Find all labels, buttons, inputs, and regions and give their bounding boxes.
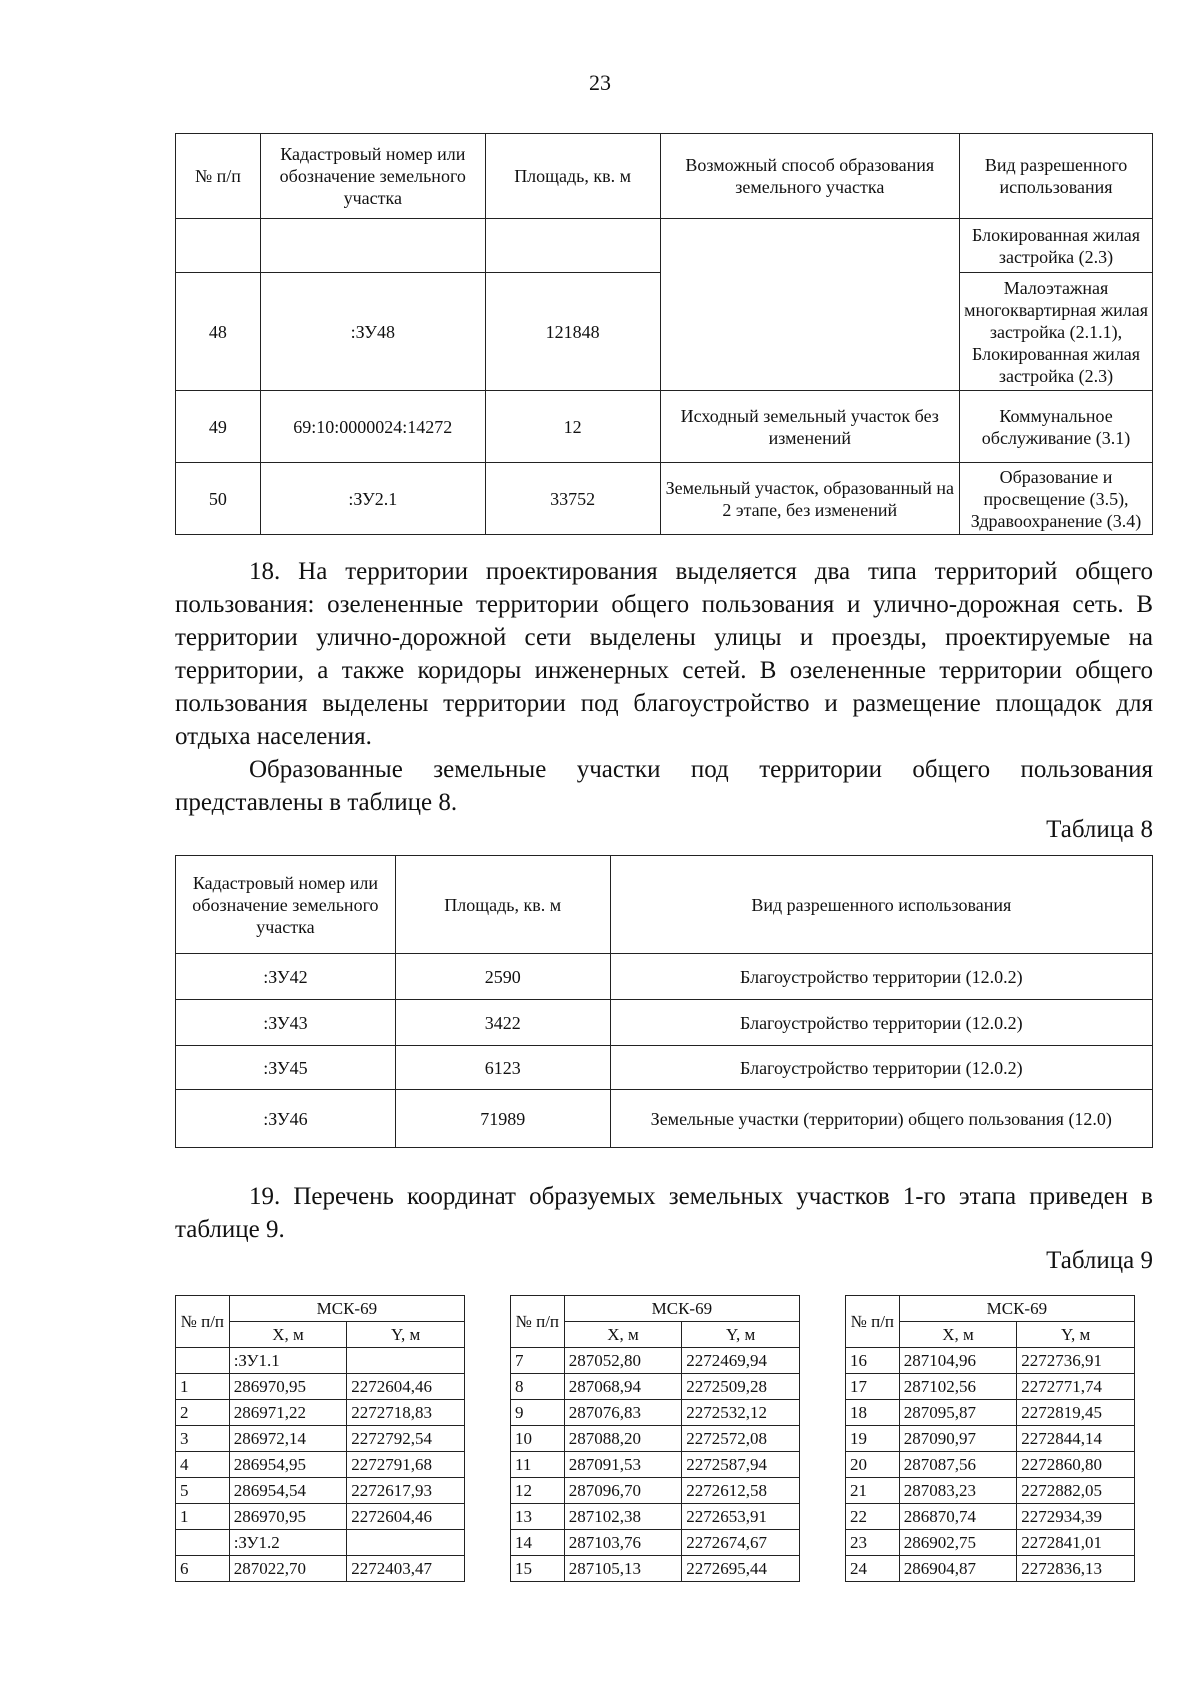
cell-x: 286972,14	[229, 1426, 347, 1452]
header-x: X, м	[564, 1322, 682, 1348]
cell-use: Малоэтажная многоквартирная жилая застройка (2.1.1), Блокированная жилая застройка (2.3)	[960, 273, 1153, 391]
cell-x: 286970,95	[229, 1374, 347, 1400]
cell-y: 2272403,47	[347, 1556, 465, 1582]
cell-x: :ЗУ1.2	[229, 1530, 347, 1556]
cell-x: 287083,23	[899, 1478, 1017, 1504]
table-header-row	[176, 856, 1153, 954]
cell-x: 287022,70	[229, 1556, 347, 1582]
cell-y: 2272934,39	[1017, 1504, 1135, 1530]
cell-point-number	[176, 1530, 230, 1556]
header-num: № п/п	[176, 1296, 230, 1348]
coord-row	[846, 1556, 1135, 1582]
cell-x: 286971,22	[229, 1400, 347, 1426]
cell-y: 2272509,28	[682, 1374, 800, 1400]
cell-point-number: 17	[846, 1374, 900, 1400]
cell-point-number: 14	[511, 1530, 565, 1556]
cell-point-number: 3	[176, 1426, 230, 1452]
coord-row	[511, 1504, 800, 1530]
coord-row	[176, 1556, 465, 1582]
cell-point-number: 22	[846, 1504, 900, 1530]
cell-cadastral: :ЗУ48	[260, 273, 485, 391]
table-header-row	[176, 134, 1153, 219]
cell-y: 2272841,01	[1017, 1530, 1135, 1556]
table-land-plots-continued	[175, 133, 1153, 535]
cell-point-number: 12	[511, 1478, 565, 1504]
cell-method-merged	[660, 219, 960, 391]
cell-y: 2272617,93	[347, 1478, 465, 1504]
header-y: Y, м	[682, 1322, 800, 1348]
cell-cadastral: 69:10:0000024:14272	[260, 391, 485, 463]
cell-y: 2272604,46	[347, 1374, 465, 1400]
cell-point-number: 9	[511, 1400, 565, 1426]
cell-point-number: 21	[846, 1478, 900, 1504]
coord-row	[176, 1426, 465, 1452]
coord-row	[511, 1374, 800, 1400]
cell-x: 287095,87	[899, 1400, 1017, 1426]
page-number: 23	[589, 70, 611, 95]
cell-y: 2272791,68	[347, 1452, 465, 1478]
header-coordinate-system: МСК-69	[899, 1296, 1134, 1322]
cell-point-number: 23	[846, 1530, 900, 1556]
cell-num: 48	[176, 273, 261, 391]
cell-use: Образование и просвещение (3.5), Здравоохранение (3.4)	[960, 463, 1153, 535]
table-9-caption: Таблица 9	[1046, 1247, 1153, 1274]
cell-y	[347, 1530, 465, 1556]
cell-area	[485, 219, 660, 273]
cell-area: 12	[485, 391, 660, 463]
table-row	[176, 1090, 1153, 1148]
table-row	[176, 219, 1153, 273]
cell-x: 287105,13	[564, 1556, 682, 1582]
cell-point-number: 1	[176, 1374, 230, 1400]
header-num: № п/п	[176, 134, 261, 219]
cell-use: Блокированная жилая застройка (2.3)	[960, 219, 1153, 273]
coord-row	[176, 1504, 465, 1530]
cell-x: 287088,20	[564, 1426, 682, 1452]
cell-area: 3422	[395, 1000, 610, 1046]
coord-row	[176, 1478, 465, 1504]
cell-x: 286870,74	[899, 1504, 1017, 1530]
paragraph-19-text: 19. Перечень координат образуемых земельных участков 1-го этапа приведен в таблице 9.	[175, 1183, 1153, 1243]
header-x: X, м	[229, 1322, 347, 1348]
cell-y: 2272836,13	[1017, 1556, 1135, 1582]
cell-y: 2272771,74	[1017, 1374, 1135, 1400]
cell-x: 287068,94	[564, 1374, 682, 1400]
coord-header-row	[846, 1296, 1135, 1322]
header-x: X, м	[899, 1322, 1017, 1348]
cell-method: Исходный земельный участок без изменений	[660, 391, 960, 463]
cell-x: 286904,87	[899, 1556, 1017, 1582]
coord-row	[511, 1400, 800, 1426]
header-use: Вид разрешенного использования	[960, 134, 1153, 219]
cell-x: 287091,53	[564, 1452, 682, 1478]
coordinates-table-block-2	[510, 1295, 800, 1582]
header-method: Возможный способ образования земельного участка	[660, 134, 960, 219]
cell-use: Коммунальное обслуживание (3.1)	[960, 391, 1153, 463]
coord-header-row	[511, 1296, 800, 1322]
cell-method: Земельный участок, образованный на 2 этапе, без изменений	[660, 463, 960, 535]
cell-x: 286954,54	[229, 1478, 347, 1504]
coord-row	[511, 1530, 800, 1556]
cell-x: 287102,56	[899, 1374, 1017, 1400]
paragraph-18b-text: Образованные земельные участки под территории общего пользования представлены в таблице 8.	[175, 756, 1153, 816]
table-row	[176, 954, 1153, 1000]
cell-y: 2272695,44	[682, 1556, 800, 1582]
coord-row	[846, 1452, 1135, 1478]
cell-y: 2272612,58	[682, 1478, 800, 1504]
cell-x: 287104,96	[899, 1348, 1017, 1374]
cell-y: 2272819,45	[1017, 1400, 1135, 1426]
table-8-caption: Таблица 8	[1046, 816, 1153, 843]
coord-row	[176, 1530, 465, 1556]
cell-area: 121848	[485, 273, 660, 391]
cell-cadastral: :ЗУ43	[176, 1000, 396, 1046]
cell-x: 287090,97	[899, 1426, 1017, 1452]
coord-header-row	[176, 1296, 465, 1322]
cell-num: 50	[176, 463, 261, 535]
cell-point-number: 16	[846, 1348, 900, 1374]
cell-point-number: 18	[846, 1400, 900, 1426]
cell-y: 2272469,94	[682, 1348, 800, 1374]
cell-area: 2590	[395, 954, 610, 1000]
coordinates-table-block-1	[175, 1295, 465, 1582]
cell-x: 286970,95	[229, 1504, 347, 1530]
cell-point-number: 4	[176, 1452, 230, 1478]
header-use: Вид разрешенного использования	[610, 856, 1152, 954]
cell-use: Благоустройство территории (12.0.2)	[610, 1000, 1152, 1046]
cell-point-number: 8	[511, 1374, 565, 1400]
cell-point-number: 1	[176, 1504, 230, 1530]
cell-point-number: 15	[511, 1556, 565, 1582]
cell-x: 286954,95	[229, 1452, 347, 1478]
cell-point-number: 24	[846, 1556, 900, 1582]
table-row	[176, 1046, 1153, 1090]
table-row	[176, 391, 1153, 463]
coord-row	[176, 1400, 465, 1426]
cell-cadastral: :ЗУ45	[176, 1046, 396, 1090]
paragraph-18-text: 18. На территории проектирования выделяется два типа территорий общего пользования: озелененные территории общего пользования и улично-дорожная сеть. В территории улично-дорожной сети выделены улицы и проезды, проектируемые на территории, а также коридоры инженерных сетей. В озелененные территории общего пользования выделены территории под благоустройство и размещение площадок для отдыха населения.	[175, 558, 1153, 750]
cell-y: 2272587,94	[682, 1452, 800, 1478]
cell-y: 2272572,08	[682, 1426, 800, 1452]
cell-cadastral: :ЗУ2.1	[260, 463, 485, 535]
cell-point-number: 2	[176, 1400, 230, 1426]
cell-y: 2272860,80	[1017, 1452, 1135, 1478]
cell-area: 6123	[395, 1046, 610, 1090]
cell-use: Земельные участки (территории) общего пользования (12.0)	[610, 1090, 1152, 1148]
table-row	[176, 463, 1153, 535]
cell-x: :ЗУ1.1	[229, 1348, 347, 1374]
cell-x: 287087,56	[899, 1452, 1017, 1478]
cell-x: 286902,75	[899, 1530, 1017, 1556]
coord-row	[846, 1504, 1135, 1530]
cell-y: 2272718,83	[347, 1400, 465, 1426]
header-area: Площадь, кв. м	[395, 856, 610, 954]
header-num: № п/п	[511, 1296, 565, 1348]
cell-y: 2272844,14	[1017, 1426, 1135, 1452]
cell-cadastral: :ЗУ46	[176, 1090, 396, 1148]
cell-point-number: 11	[511, 1452, 565, 1478]
header-coordinate-system: МСК-69	[564, 1296, 799, 1322]
cell-y: 2272736,91	[1017, 1348, 1135, 1374]
coord-row	[511, 1426, 800, 1452]
cell-y: 2272882,05	[1017, 1478, 1135, 1504]
cell-point-number: 10	[511, 1426, 565, 1452]
cell-use: Благоустройство территории (12.0.2)	[610, 1046, 1152, 1090]
coord-row	[846, 1374, 1135, 1400]
table-8	[175, 855, 1153, 1148]
cell-use: Благоустройство территории (12.0.2)	[610, 954, 1152, 1000]
cell-num	[176, 219, 261, 273]
cell-point-number: 19	[846, 1426, 900, 1452]
header-cadastral: Кадастровый номер или обозначение земельного участка	[176, 856, 396, 954]
cell-y: 2272653,91	[682, 1504, 800, 1530]
coord-row	[846, 1478, 1135, 1504]
table-row	[176, 1000, 1153, 1046]
coord-row	[511, 1478, 800, 1504]
coord-row	[846, 1426, 1135, 1452]
coord-row	[511, 1452, 800, 1478]
coord-row	[846, 1530, 1135, 1556]
cell-point-number: 13	[511, 1504, 565, 1530]
cell-point-number: 6	[176, 1556, 230, 1582]
coord-row	[511, 1556, 800, 1582]
cell-y: 2272674,67	[682, 1530, 800, 1556]
cell-cadastral	[260, 219, 485, 273]
cell-point-number: 7	[511, 1348, 565, 1374]
cell-y	[347, 1348, 465, 1374]
cell-point-number: 5	[176, 1478, 230, 1504]
header-coordinate-system: МСК-69	[229, 1296, 464, 1322]
coord-row	[176, 1452, 465, 1478]
cell-cadastral: :ЗУ42	[176, 954, 396, 1000]
header-area: Площадь, кв. м	[485, 134, 660, 219]
coord-row	[176, 1348, 465, 1374]
cell-x: 287102,38	[564, 1504, 682, 1530]
cell-y: 2272792,54	[347, 1426, 465, 1452]
header-cadastral: Кадастровый номер или обозначение земельного участка	[260, 134, 485, 219]
coordinates-table-block-3	[845, 1295, 1135, 1582]
header-y: Y, м	[1017, 1322, 1135, 1348]
cell-area: 33752	[485, 463, 660, 535]
cell-y: 2272532,12	[682, 1400, 800, 1426]
cell-y: 2272604,46	[347, 1504, 465, 1530]
cell-point-number	[176, 1348, 230, 1374]
cell-x: 287103,76	[564, 1530, 682, 1556]
header-num: № п/п	[846, 1296, 900, 1348]
cell-point-number: 20	[846, 1452, 900, 1478]
header-y: Y, м	[347, 1322, 465, 1348]
coord-row	[176, 1374, 465, 1400]
cell-x: 287052,80	[564, 1348, 682, 1374]
coord-row	[846, 1348, 1135, 1374]
paragraph-19	[175, 1180, 1153, 1246]
cell-x: 287076,83	[564, 1400, 682, 1426]
cell-x: 287096,70	[564, 1478, 682, 1504]
coord-row	[846, 1400, 1135, 1426]
cell-area: 71989	[395, 1090, 610, 1148]
cell-num: 49	[176, 391, 261, 463]
paragraph-18	[175, 555, 1153, 819]
coord-row	[511, 1348, 800, 1374]
